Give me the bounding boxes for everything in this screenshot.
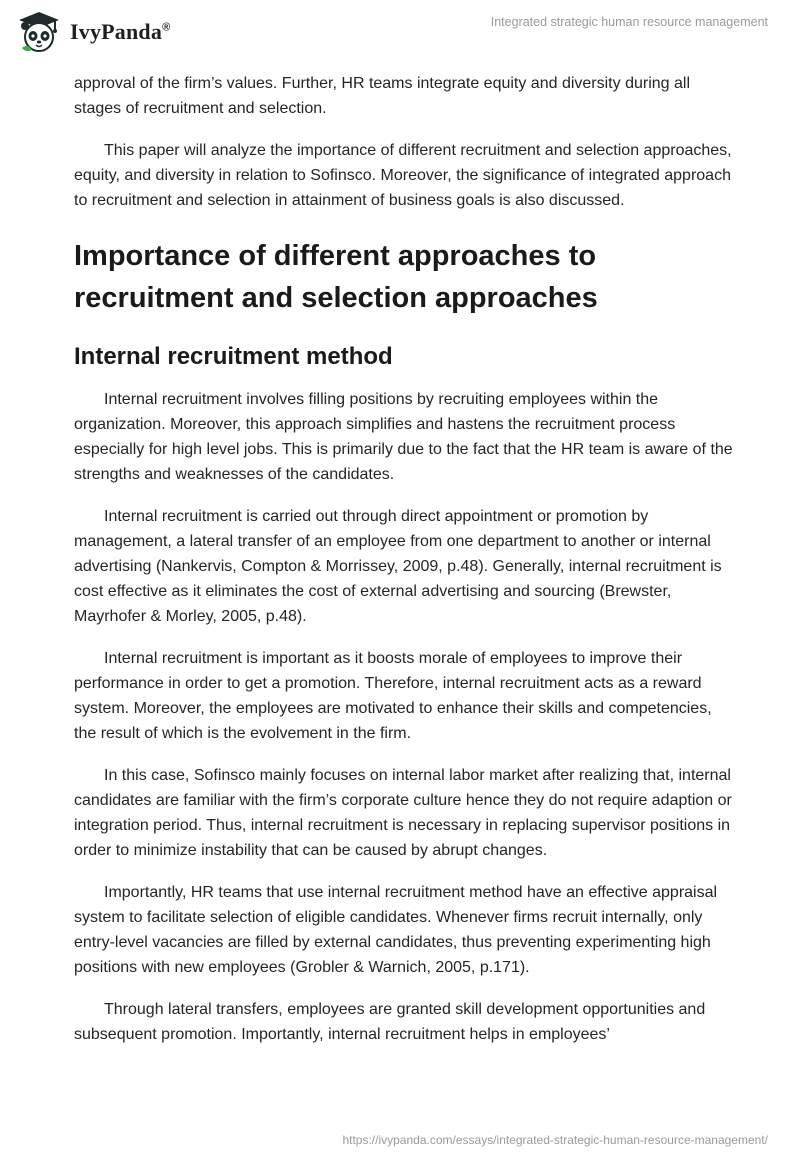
- paragraph: Internal recruitment is carried out through direct appointment or promotion by management, a lateral transfer of an employee from one department to another or internal advertising (Nankervis, Compton & Morrissey, 2009, p.48). Generally, internal recruitment is cost effective as it eliminates the cost of external advertising and sourcing (Brewster, Mayrhofer & Morley, 2005, p.48).: [74, 508, 722, 625]
- paragraph: Importantly, HR teams that use internal recruitment method have an effective appraisal system to facilitate selection of eligible candidates. Whenever firms recruit internally, only entry-level vacancies are filled by external candidates, thus preventing experimenting high positions with new employees (Grobler & Warnich, 2005, p.171).: [74, 884, 718, 976]
- paragraph: approval of the firm’s values. Further, HR teams integrate equity and diversity during all stages of recruitment and selection.: [74, 75, 690, 117]
- brand-logo[interactable]: [14, 10, 170, 54]
- brand-name: IvyPanda®: [70, 19, 171, 44]
- subsection-heading: Internal recruitment method: [74, 343, 393, 370]
- panda-mascot-icon: [14, 10, 64, 54]
- paragraph: Internal recruitment is important as it boosts morale of employees to improve their performance in order to get a promotion. Therefore, internal recruitment acts as a reward system. Moreover, the employees are motivated to enhance their skills and competencies, the result of which is the evolvement in the firm.: [74, 650, 712, 742]
- paragraph: Through lateral transfers, employees are granted skill development opportunities and subsequent promotion. Importantly, internal recruitment helps in employees’: [74, 1001, 706, 1043]
- paragraph: This paper will analyze the importance of different recruitment and selection approaches, equity, and diversity in relation to Sofinsco. Moreover, the significance of integrated approach to recruitment and selection in attainment of business goals is also discussed.: [74, 142, 732, 209]
- page-header: [0, 0, 800, 64]
- source-url[interactable]: https://ivypanda.com/essays/integrated-strategic-human-resource-management/: [342, 1133, 768, 1147]
- document-title: Integrated strategic human resource management: [490, 15, 768, 29]
- paragraph: Internal recruitment involves filling positions by recruiting employees within the organization. Moreover, this approach simplifies and hastens the recruitment process especially for high level jobs. This is primarily due to the fact that the HR team is aware of the strengths and weaknesses of the candidates.: [74, 391, 733, 483]
- paragraph: In this case, Sofinsco mainly focuses on internal labor market after realizing that, internal candidates are familiar with the firm’s corporate culture hence they do not require adaption or integration period. Thus, internal recruitment is necessary in replacing supervisor positions in order to minimize instability that can be caused by abrupt changes.: [74, 767, 732, 859]
- essay-content: [74, 71, 734, 1064]
- section-heading: Importance of different approaches to recruitment and selection approaches: [74, 240, 598, 314]
